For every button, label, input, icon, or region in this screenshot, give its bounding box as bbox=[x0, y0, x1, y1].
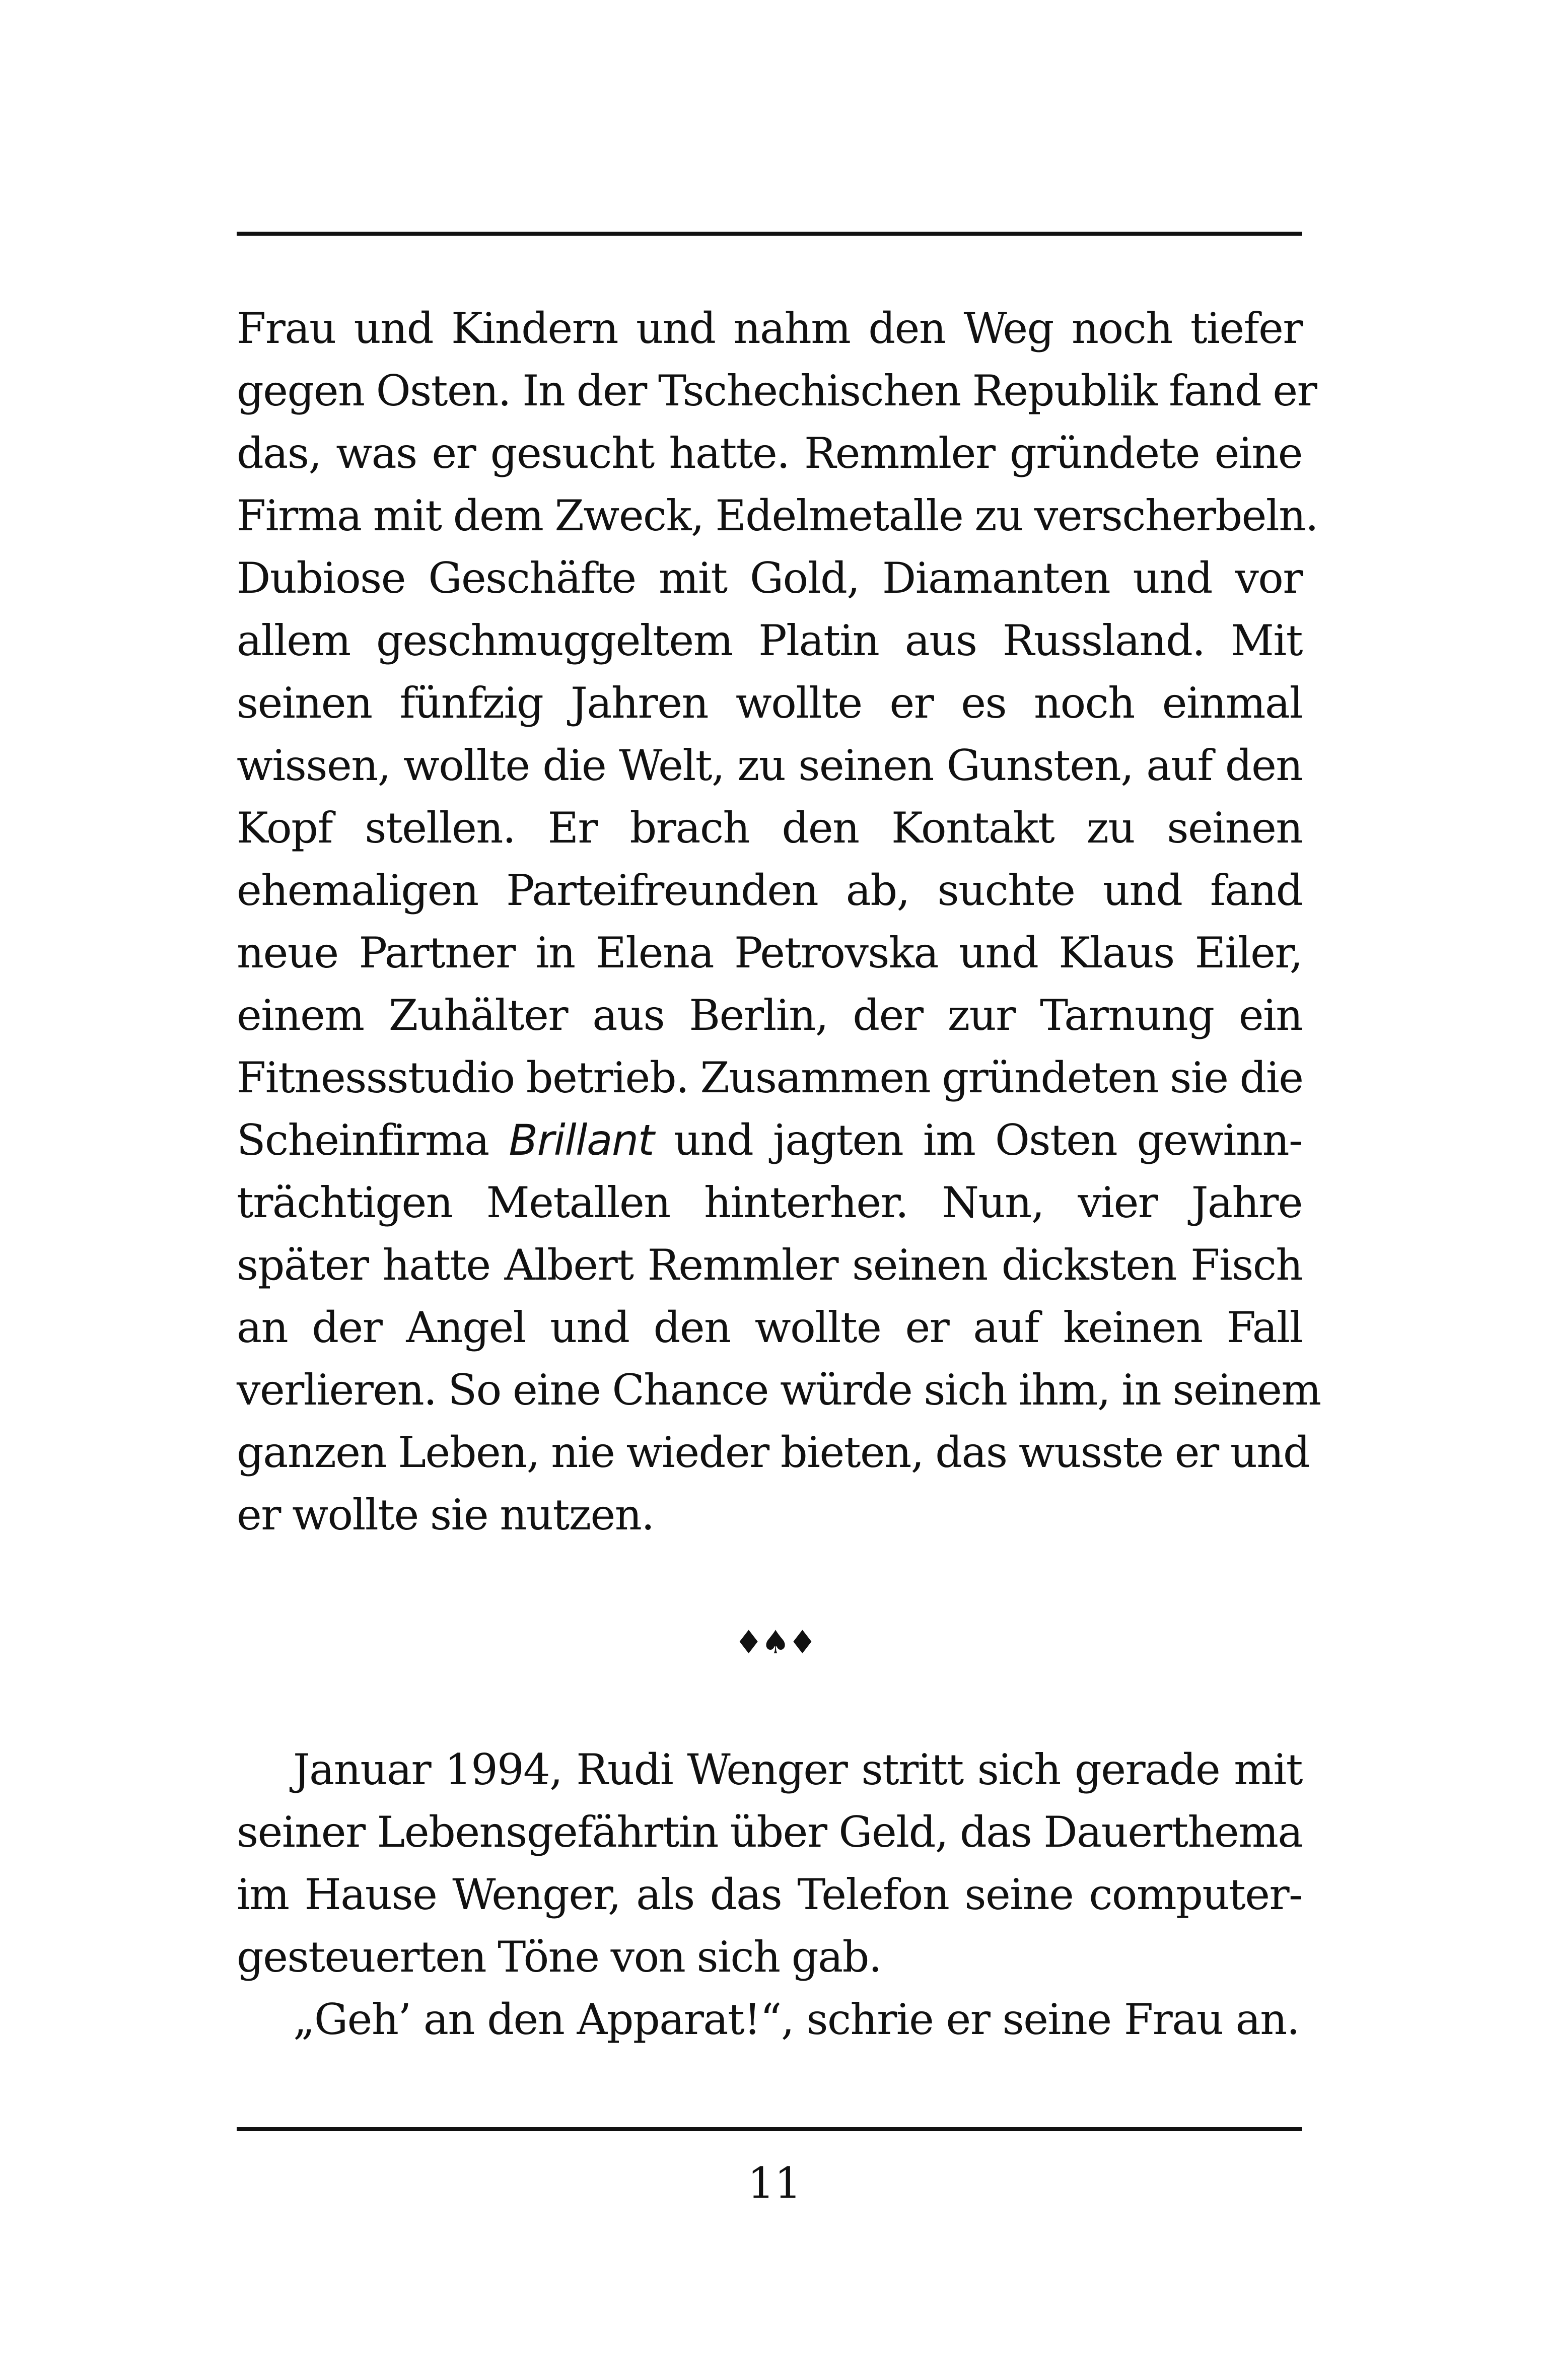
text-line: ganzen Leben, nie wieder bieten, das wusste er und bbox=[237, 1428, 1310, 1477]
dialogue-line: „Geh’ an den Apparat!“, schrie er seine Frau an. bbox=[293, 1995, 1300, 2044]
text-line: gesteuerten Töne von sich gab. bbox=[237, 1932, 882, 1982]
text-line: an der Angel und den wollte er auf keinen Fall bbox=[237, 1303, 1302, 1352]
paragraph-2 bbox=[237, 1738, 1302, 1988]
text-line: Frau und Kindern und nahm den Weg noch tiefer bbox=[237, 304, 1302, 353]
text-line: neue Partner in Elena Petrovska und Klaus Eiler, bbox=[237, 928, 1302, 977]
text-line: Firma mit dem Zweck, Edelmetalle zu verscherbeln. bbox=[237, 491, 1318, 540]
text-segment: Scheinfirma bbox=[237, 1115, 509, 1165]
header-rule bbox=[237, 232, 1302, 236]
text-line: seiner Lebensgefährtin über Geld, das Dauerthema bbox=[237, 1807, 1302, 1857]
text-line: wissen, wollte die Welt, zu seinen Gunsten, auf den bbox=[237, 741, 1302, 790]
text-line: verlieren. So eine Chance würde sich ihm, in seinem bbox=[237, 1365, 1321, 1415]
text-line: allem geschmuggeltem Platin aus Russland. Mit bbox=[237, 616, 1302, 665]
text-line: gegen Osten. In der Tschechischen Republik fand er bbox=[237, 366, 1317, 415]
text-line: Dubiose Geschäfte mit Gold, Diamanten und vor bbox=[237, 553, 1302, 603]
text-line: trächtigen Metallen hinterher. Nun, vier Jahre bbox=[237, 1178, 1302, 1227]
text-line: einem Zuhälter aus Berlin, der zur Tarnung ein bbox=[237, 991, 1302, 1040]
text-line: ehemaligen Parteifreunden ab, suchte und fand bbox=[237, 866, 1302, 915]
text-line: Fitnessstudio betrieb. Zusammen gründeten sie die bbox=[237, 1053, 1303, 1102]
text-line-with-italic bbox=[237, 1109, 1302, 1171]
text-line: später hatte Albert Remmler seinen dicksten Fisch bbox=[237, 1240, 1302, 1290]
company-name-italic: Brillant bbox=[509, 1115, 654, 1165]
footer-rule bbox=[237, 2127, 1302, 2131]
text-line: das, was er gesucht hatte. Remmler gründete eine bbox=[237, 429, 1302, 478]
page-number: 11 bbox=[747, 2158, 802, 2208]
text-line: seinen fünfzig Jahren wollte er es noch einmal bbox=[237, 678, 1302, 728]
text-line: Kopf stellen. Er brach den Kontakt zu seinen bbox=[237, 803, 1302, 853]
paragraph-1 bbox=[237, 297, 1321, 1546]
text-line: er wollte sie nutzen. bbox=[237, 1490, 654, 1539]
text-line: im Hause Wenger, als das Telefon seine computer- bbox=[237, 1870, 1302, 1919]
text-segment: und jagten im Osten gewinn- bbox=[654, 1115, 1302, 1165]
section-break-ornament: ♦♠♦ bbox=[734, 1624, 815, 1661]
text-line: Januar 1994, Rudi Wenger stritt sich gerade mit bbox=[293, 1745, 1302, 1794]
